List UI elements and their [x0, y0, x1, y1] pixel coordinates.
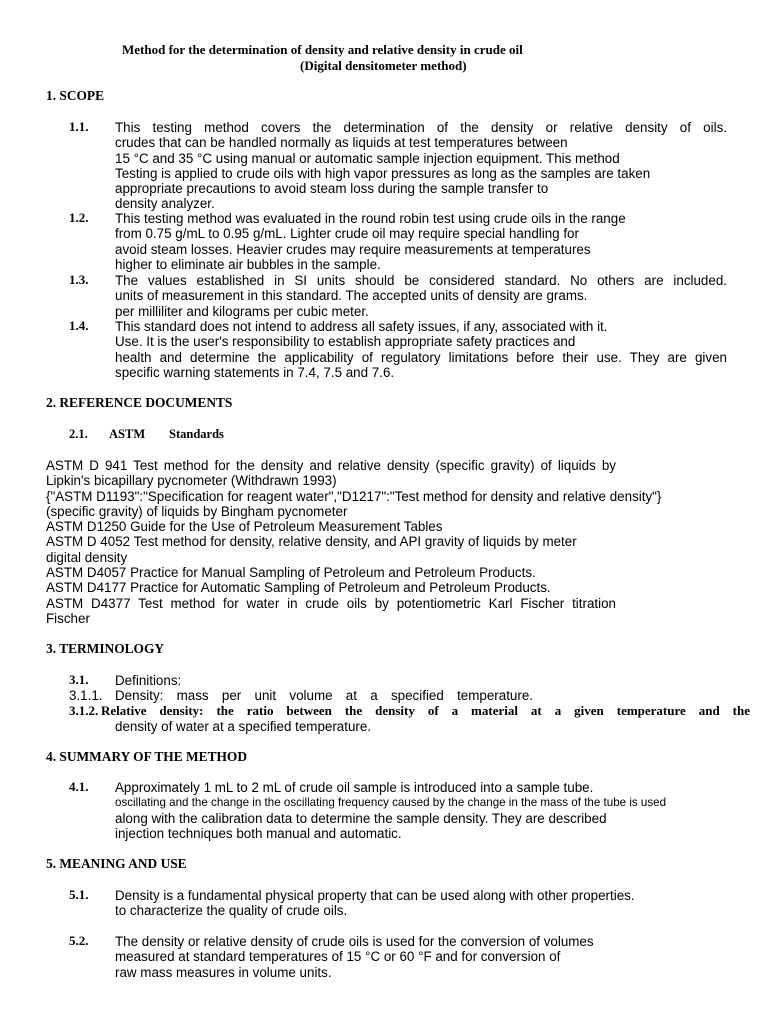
- text-line: The values established in SI units should be considered standard. No others are included.: [115, 273, 727, 288]
- section-heading-summary: 4. SUMMARY OF THE METHOD: [46, 749, 248, 764]
- item-number: 3.1.2.: [69, 703, 99, 718]
- definition-relative-density-continued: density of water at a specified temperature.: [115, 719, 372, 734]
- item-number: 5.1.: [69, 887, 89, 902]
- text-line: Approximately 1 mL to 2 mL of crude oil sample is introduced into a sample tube.: [115, 780, 594, 795]
- text-line: specific warning statements in 7.4, 7.5 and 7.6.: [115, 364, 395, 380]
- item-number: 3.1.1.: [69, 688, 103, 703]
- paragraph-1-4: [115, 319, 727, 380]
- item-number: 4.1.: [69, 779, 89, 794]
- paragraph-4-1: [115, 780, 727, 841]
- text-line: Testing is applied to crude oils with high vapor pressures as long as the samples are taken: [115, 165, 651, 181]
- text-line: The density or relative density of crude oils is used for the conversion of volumes: [115, 934, 594, 949]
- text-line: This testing method was evaluated in the round robin test using crude oils in the range: [115, 211, 626, 226]
- text-line: appropriate precautions to avoid steam loss during the sample transfer to: [115, 181, 549, 197]
- subsection-number: 2.1.: [69, 427, 88, 441]
- section-heading-reference-documents: 2. REFERENCE DOCUMENTS: [46, 395, 233, 410]
- item-number: 1.2.: [69, 210, 89, 225]
- reference-line: ASTM D4377 Test method for water in crude oils by potentiometric Karl Fischer titration: [46, 595, 616, 611]
- text-line: from 0.75 g/mL to 0.95 g/mL. Lighter crude oil may require special handling for: [115, 226, 579, 242]
- text-line: This standard does not intend to address all safety issues, if any, associated with it.: [115, 319, 608, 334]
- paragraph-5-1: [115, 888, 727, 919]
- reference-line: ASTM D4177 Practice for Automatic Sampling of Petroleum and Petroleum Products.: [46, 580, 551, 596]
- reference-line: digital density: [46, 549, 128, 565]
- definition-density: Density: mass per unit volume at a specified temperature.: [115, 688, 533, 703]
- text-line: avoid steam losses. Heavier crudes may require measurements at temperatures: [115, 241, 591, 257]
- item-number: 5.2.: [69, 933, 89, 948]
- item-number: 1.1.: [69, 119, 89, 134]
- reference-line: {"ASTM D1193":"Specification for reagent water","D1217":"Test method for density and relative density"}: [46, 488, 662, 504]
- item-number: 1.3.: [69, 272, 89, 287]
- reference-line: ASTM D 4052 Test method for density, relative density, and API gravity of liquids by meter: [46, 534, 577, 550]
- reference-line: (specific gravity) of liquids by Bingham pycnometer: [46, 503, 348, 519]
- text-line: oscillating and the change in the oscillating frequency caused by the change in the mass of the tube is used: [115, 796, 667, 810]
- text-line: raw mass measures in volume units.: [115, 964, 332, 980]
- text-line: units of measurement in this standard. The accepted units of density are grams.: [115, 288, 588, 304]
- subsection-title-astm: ASTM: [109, 427, 146, 441]
- section-heading-scope: 1. SCOPE: [46, 88, 105, 103]
- text-line: This testing method covers the determination of the density or relative density of oils.: [115, 120, 727, 135]
- text-line: injection techniques both manual and automatic.: [115, 825, 402, 841]
- text-line: density analyzer.: [115, 196, 215, 212]
- paragraph-5-2: [115, 934, 727, 980]
- paragraph-1-2: [115, 211, 727, 272]
- reference-line: ASTM D 941 Test method for the density and relative density (specific gravity) of liquids by: [46, 458, 616, 473]
- section-heading-terminology: 3. TERMINOLOGY: [46, 641, 165, 656]
- text-line: higher to eliminate air bubbles in the sample.: [115, 256, 381, 272]
- reference-line: Fischer: [46, 610, 90, 626]
- reference-line: ASTM D4057 Practice for Manual Sampling of Petroleum and Petroleum Products.: [46, 565, 536, 581]
- text-line: health and determine the applicability of regulatory limitations before their use. They are given: [115, 349, 727, 365]
- reference-line: Lipkin's bicapillary pycnometer (Withdrawn 1993): [46, 473, 337, 489]
- subsection-title-standards: Standards: [169, 427, 224, 441]
- definition-relative-density: Relative density: the ratio between the density of a material at a given temperature and the: [101, 703, 750, 718]
- text-line: measured at standard temperatures of 15 °C or 60 °F and for conversion of: [115, 949, 561, 965]
- section-heading-meaning-and-use: 5. MEANING AND USE: [46, 856, 187, 871]
- item-number: 1.4.: [69, 318, 89, 333]
- definitions-label: Definitions:: [115, 673, 182, 688]
- text-line: crudes that can be handled normally as liquids at test temperatures between: [115, 135, 568, 151]
- text-line: to characterize the quality of crude oils.: [115, 903, 348, 919]
- reference-line: ASTM D1250 Guide for the Use of Petroleum Measurement Tables: [46, 519, 443, 535]
- text-line: per milliliter and kilograms per cubic meter.: [115, 303, 369, 319]
- item-number: 3.1.: [69, 672, 89, 687]
- reference-list: [46, 458, 662, 626]
- document-title: Method for the determination of density and relative density in crude oil: [122, 42, 523, 57]
- text-line: Density is a fundamental physical property that can be used along with other properties.: [115, 888, 635, 903]
- text-line: 15 °C and 35 °C using manual or automatic sample injection equipment. This method: [115, 150, 620, 166]
- text-line: along with the calibration data to determine the sample density. They are described: [115, 810, 607, 826]
- text-line: Use. It is the user's responsibility to establish appropriate safety practices and: [115, 334, 576, 350]
- document-subtitle: (Digital densitometer method): [300, 58, 467, 73]
- paragraph-1-1: [115, 120, 727, 212]
- paragraph-1-3: [115, 273, 727, 319]
